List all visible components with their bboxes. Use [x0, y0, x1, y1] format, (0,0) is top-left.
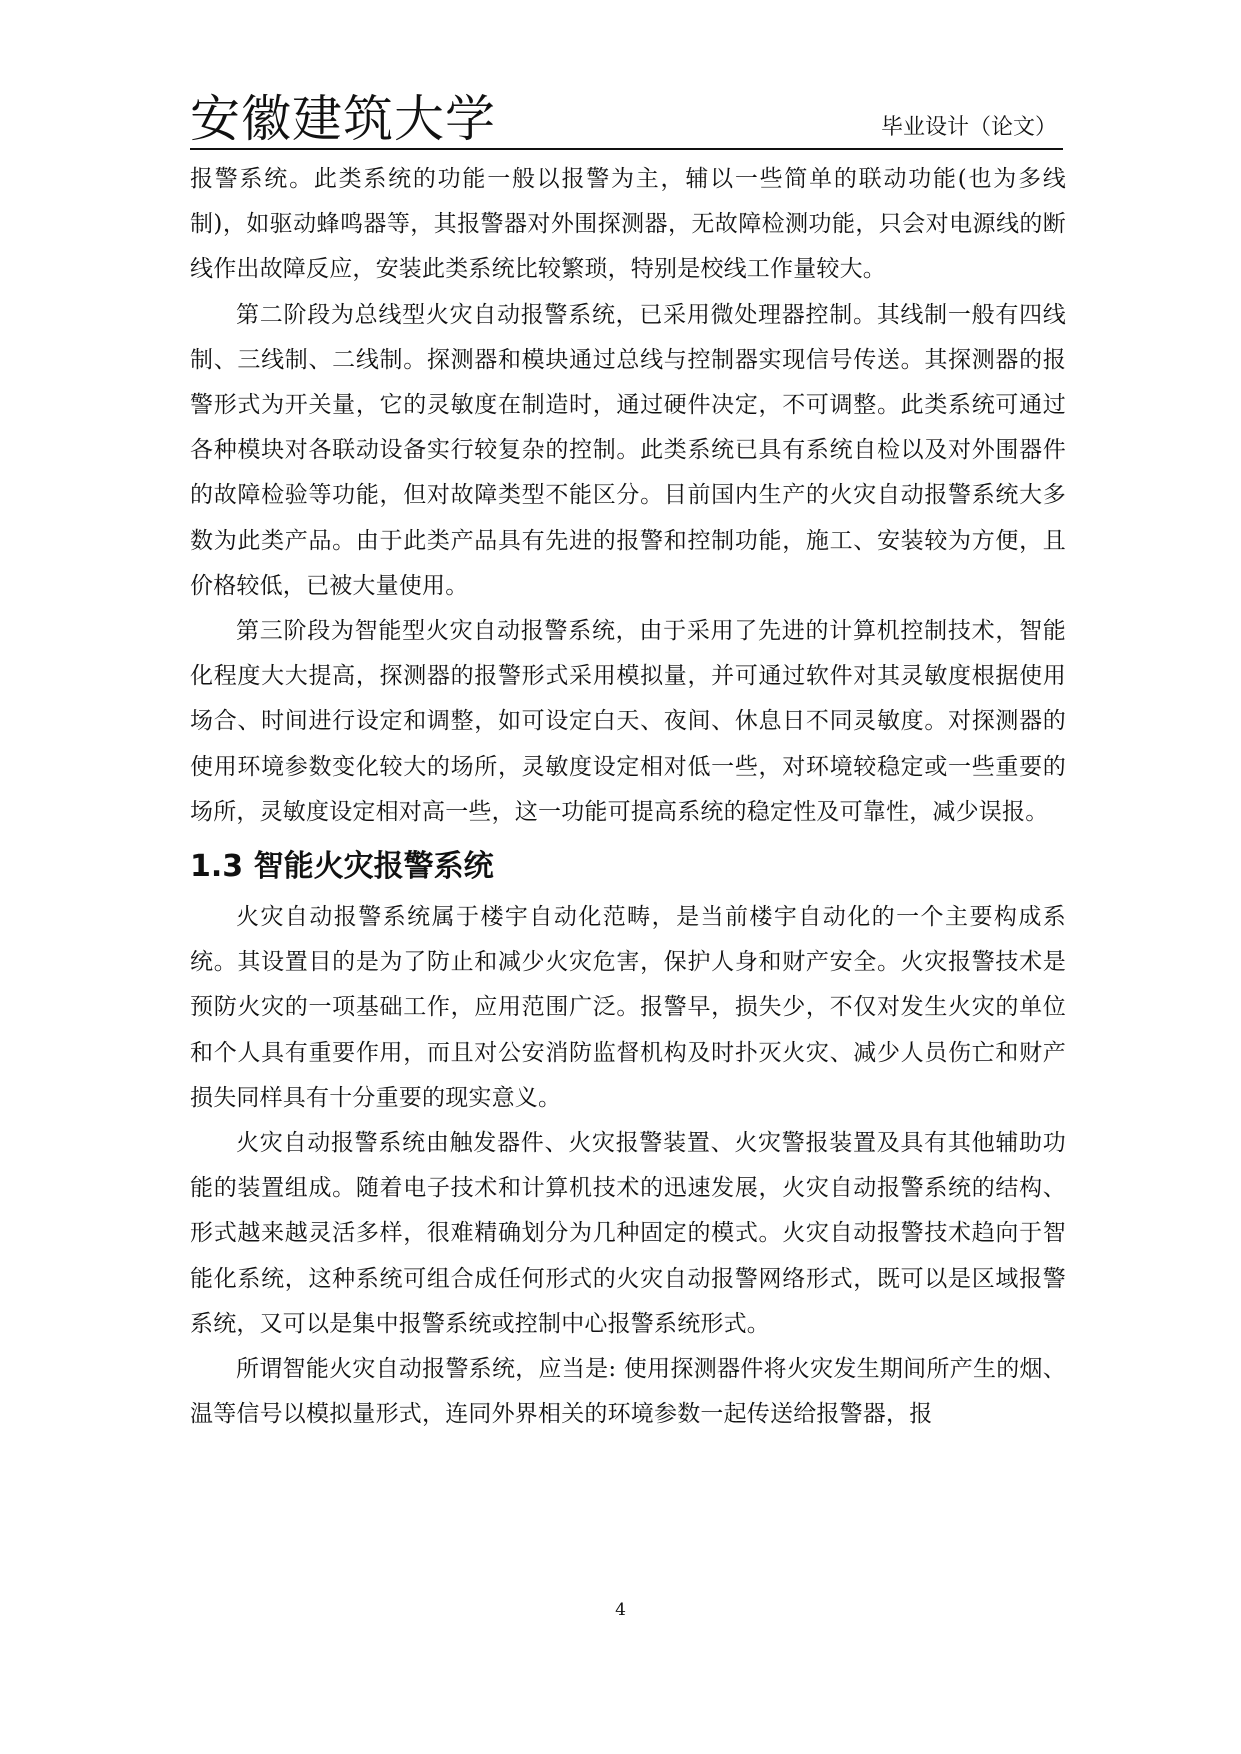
paragraph: 火灾自动报警系统由触发器件、火灾报警装置、火灾警报装置及具有其他辅助功能的装置组成。随着电子技术和计算机技术的迅速发展，火灾自动报警系统的结构、形式越来越灵活多样，很难精确划分为几种固定的模式。火灾自动报警技术趋向于智能化系统，这种系统可组合成任何形式的火灾自动报警网络形式，既可以是区域报警系统，又可以是集中报警系统或控制中心报警系统形式。 [190, 1130, 1066, 1337]
body-text [190, 157, 1066, 1437]
document-type: 毕业设计（论文） [880, 115, 1057, 140]
paragraph: 所谓智能火灾自动报警系统，应当是: 使用探测器件将火灾发生期间所产生的烟、温等信号以模拟量形式，连同外界相关的环境参数一起传送给报警器，报 [190, 1356, 1066, 1428]
page-number: 4 [615, 1600, 626, 1620]
paragraph: 报警系统。此类系统的功能一般以报警为主，辅以一些简单的联动功能(也为多线制)，如驱动蜂鸣器等，其报警器对外围探测器，无故障检测功能，只会对电源线的断线作出故障反应，安装此类系统比较繁琐，特别是校线工作量较大。 [190, 166, 1066, 283]
paragraph: 火灾自动报警系统属于楼宇自动化范畴，是当前楼宇自动化的一个主要构成系统。其设置目的是为了防止和减少火灾危害，保护人身和财产安全。火灾报警技术是预防火灾的一项基础工作，应用范围广泛。报警早，损失少，不仅对发生火灾的单位和个人具有重要作用，而且对公安消防监督机构及时扑灭火灾、减少人员伤亡和财产损失同样具有十分重要的现实意义。 [190, 904, 1066, 1111]
page-header [190, 88, 1063, 150]
section-heading: 1.3 智能火灾报警系统 [190, 849, 494, 885]
paragraph: 第二阶段为总线型火灾自动报警系统，已采用微处理器控制。其线制一般有四线制、三线制、二线制。探测器和模块通过总线与控制器实现信号传送。其探测器的报警形式为开关量，它的灵敏度在制造时，通过硬件决定，不可调整。此类系统可通过各种模块对各联动设备实行较复杂的控制。此类系统已具有系统自检以及对外围器件的故障检验等功能，但对故障类型不能区分。目前国内生产的火灾自动报警系统大多数为此类产品。由于此类产品具有先进的报警和控制功能，施工、安装较为方便，且价格较低，已被大量使用。 [190, 301, 1066, 599]
paragraph: 第三阶段为智能型火灾自动报警系统，由于采用了先进的计算机控制技术，智能化程度大大提高，探测器的报警形式采用模拟量，并可通过软件对其灵敏度根据使用场合、时间进行设定和调整，如可设定白天、夜间、休息日不同灵敏度。对探测器的使用环境参数变化较大的场所，灵敏度设定相对低一些，对环境较稳定或一些重要的场所，灵敏度设定相对高一些，这一功能可提高系统的稳定性及可靠性，减少误报。 [190, 618, 1066, 825]
university-name: 安徽建筑大学 [190, 90, 496, 148]
